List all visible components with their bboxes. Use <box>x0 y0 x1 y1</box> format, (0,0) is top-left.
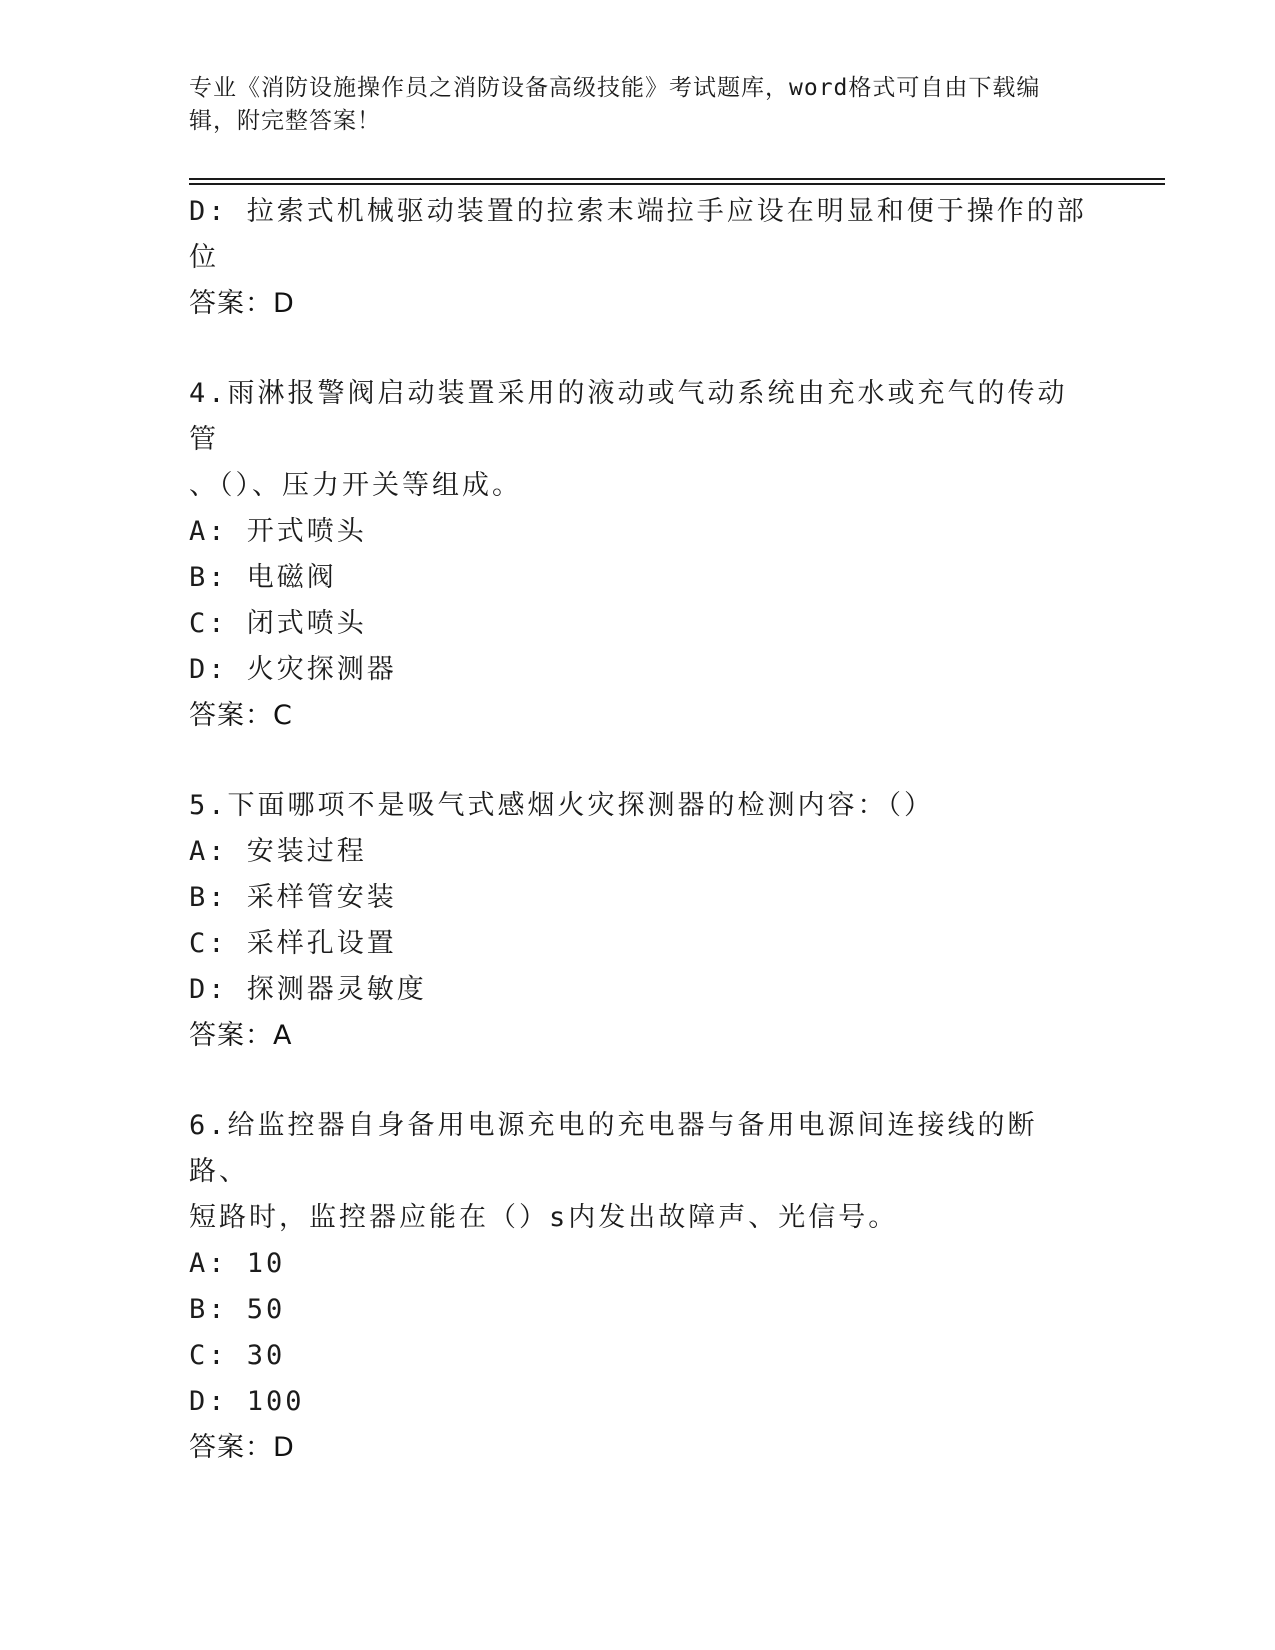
question-3-partial <box>189 189 1089 327</box>
option-b: B: 电磁阀 <box>189 562 337 593</box>
option-b: B: 采样管安装 <box>189 882 397 913</box>
option-c: C: 30 <box>189 1340 286 1371</box>
spacer <box>189 739 1089 783</box>
question-stem-line-1: 5.下面哪项不是吸气式感烟火灾探测器的检测内容：（） <box>189 790 935 821</box>
option-d: D: 100 <box>189 1386 305 1417</box>
header-divider-top <box>189 178 1165 180</box>
question-stem-line-2: 短路时，监控器应能在（）s内发出故障声、光信号。 <box>189 1202 899 1233</box>
answer-line: 答案：C <box>189 700 293 731</box>
question-4 <box>189 371 1089 739</box>
option-a: A: 安装过程 <box>189 836 367 867</box>
option-d: D: 火灾探测器 <box>189 654 397 685</box>
document-header <box>189 72 1069 138</box>
option-d: D: 拉索式机械驱动装置的拉索末端拉手应设在明显和便于操作的部位 <box>189 196 1087 273</box>
header-divider-bottom <box>189 183 1165 185</box>
header-line-2: 辑，附完整答案！ <box>189 108 381 134</box>
question-stem-line-1: 4.雨淋报警阀启动装置采用的液动或气动系统由充水或充气的传动管 <box>189 378 1068 455</box>
spacer <box>189 327 1089 371</box>
answer-line: 答案：D <box>189 1432 295 1463</box>
spacer <box>189 1059 1089 1103</box>
option-d: D: 探测器灵敏度 <box>189 974 427 1005</box>
option-a: A: 开式喷头 <box>189 516 367 547</box>
option-a: A: 10 <box>189 1248 286 1279</box>
option-b: B: 50 <box>189 1294 286 1325</box>
question-stem-line-1: 6.给监控器自身备用电源充电的充电器与备用电源间连接线的断路、 <box>189 1110 1038 1187</box>
header-line-1: 专业《消防设施操作员之消防设备高级技能》考试题库，word格式可自由下载编 <box>189 75 1041 101</box>
option-c: C: 闭式喷头 <box>189 608 367 639</box>
question-5 <box>189 783 1089 1059</box>
answer-line: 答案：A <box>189 1020 293 1051</box>
question-stem-line-2: 、（）、压力开关等组成。 <box>189 470 522 501</box>
question-list <box>189 189 1089 1471</box>
answer-line: 答案：D <box>189 288 295 319</box>
question-6 <box>189 1103 1089 1471</box>
option-c: C: 采样孔设置 <box>189 928 397 959</box>
